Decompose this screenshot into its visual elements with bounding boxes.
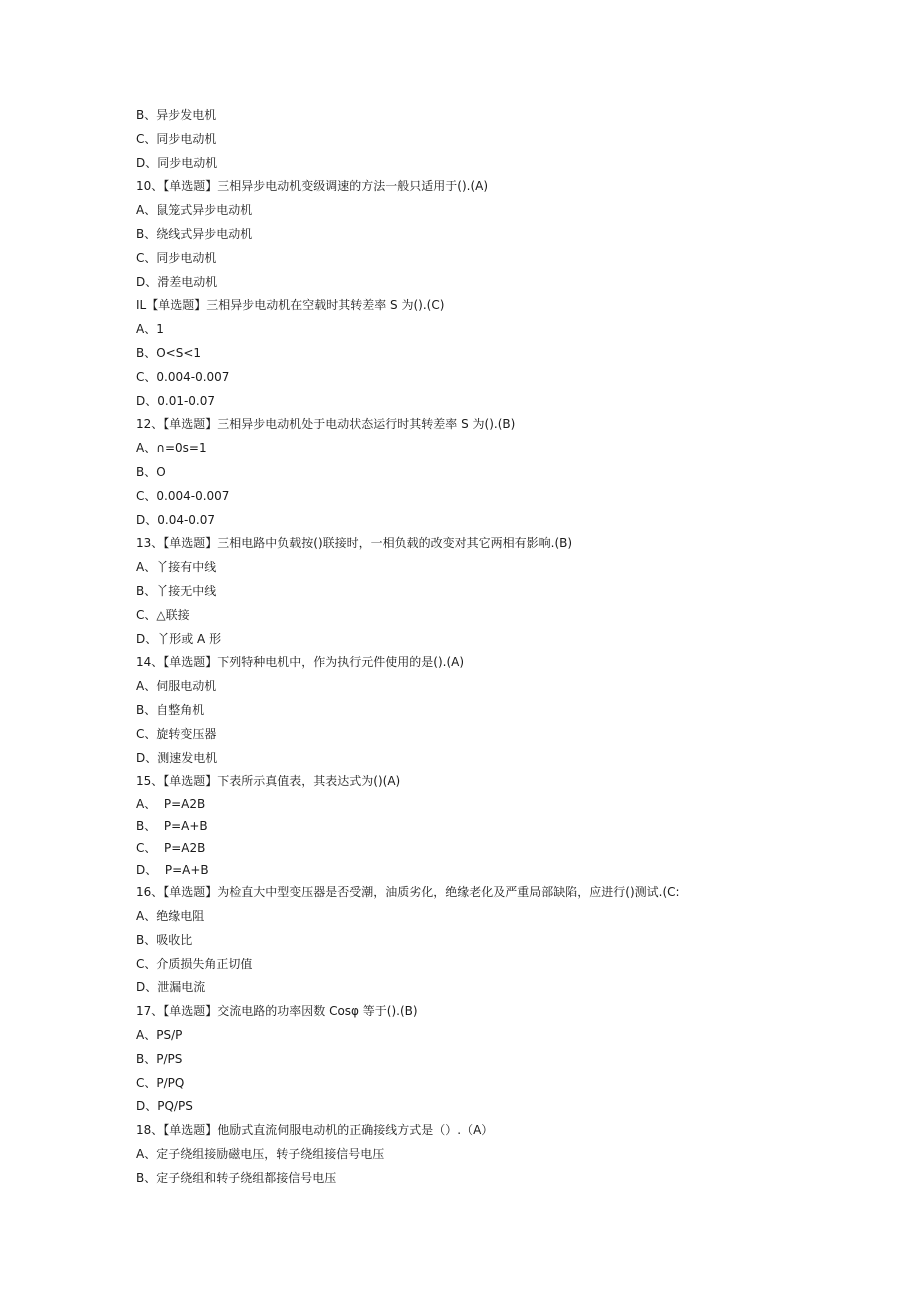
option-d: D、滑差电动机 (136, 274, 218, 289)
option-b: B、P/PS (136, 1051, 183, 1066)
option-d: D、测速发电机 (136, 750, 218, 765)
option-a: A、绝缘电阻 (136, 909, 205, 924)
option-a: A、∩=0s=1 (136, 441, 207, 456)
option-d: D、泄漏电流 (136, 980, 206, 995)
option-c: C、旋转变压器 (136, 726, 217, 741)
option-d: D、0.04-0.07 (136, 512, 216, 527)
option-a: A、定子绕组接励磁电压，转子绕组接信号电压 (136, 1147, 385, 1162)
option-c: C、0.004-0.007 (136, 488, 230, 503)
question-14: 14、【单选题】下列特种电机中，作为执行元件使用的是().(A) (136, 655, 465, 670)
option-a: A、鼠笼式异步电动机 (136, 203, 253, 218)
option-d: D、0.01-0.07 (136, 393, 216, 408)
option-a: A、PS/P (136, 1028, 183, 1043)
option-c: C、△联接 (136, 607, 190, 622)
option-b: B、绕线式异步电动机 (136, 226, 253, 241)
question-15: 15、【单选题】下表所示真值表，其表达式为()(A) (136, 774, 401, 789)
option-a: A、丫接有中线 (136, 560, 217, 575)
option-b: B、O<S<1 (136, 345, 202, 360)
option-b: B、自整角机 (136, 702, 205, 717)
question-11: IL【单选题】三相异步电动机在空载时其转差率 S 为().(C) (136, 298, 445, 313)
question-10: 10、【单选题】三相异步电动机变级调速的方法一般只适用于().(A) (136, 179, 489, 194)
question-17: 17、【单选题】交流电路的功率因数 Cosφ 等于().(B) (136, 1004, 418, 1019)
option-c: C、P/PQ (136, 1075, 185, 1090)
question-13: 13、【单选题】三相电路中负载按()联接时，一相负载的改变对其它两相有影响.(B) (136, 536, 573, 551)
document-body (136, 104, 836, 1191)
option-b: B、 P=A+B (136, 818, 208, 833)
option-c: C、同步电动机 (136, 131, 217, 146)
question-12: 12、【单选题】三相异步电动机处于电动状态运行时其转差率 S 为().(B) (136, 417, 516, 432)
option-b: B、丫接无中线 (136, 583, 217, 598)
option-b: B、O (136, 464, 166, 479)
option-d: D、丫形或 A 形 (136, 631, 222, 646)
option-b: B、异步发电机 (136, 108, 217, 122)
question-18: 18、【单选题】他励式直流伺服电动机的正确接线方式是（）.（A） (136, 1123, 494, 1138)
option-d: D、PQ/PS (136, 1099, 193, 1114)
option-a: A、伺服电动机 (136, 679, 217, 694)
option-c: C、介质损失角正切值 (136, 956, 253, 971)
option-c: C、 P=A2B (136, 840, 206, 855)
option-a: A、1 (136, 322, 164, 337)
option-c: C、同步电动机 (136, 250, 217, 265)
option-d: D、同步电动机 (136, 155, 218, 170)
option-c: C、0.004-0.007 (136, 369, 230, 384)
option-b: B、定子绕组和转子绕组都接信号电压 (136, 1170, 337, 1185)
option-a: A、 P=A2B (136, 797, 206, 812)
option-b: B、吸收比 (136, 932, 193, 947)
option-d: D、 P=A+B (136, 862, 209, 877)
question-16: 16、【单选题】为检直大中型变压器是否受潮，油质劣化，绝缘老化及严重局部缺陷，应进行()测试.(C: (136, 885, 680, 900)
